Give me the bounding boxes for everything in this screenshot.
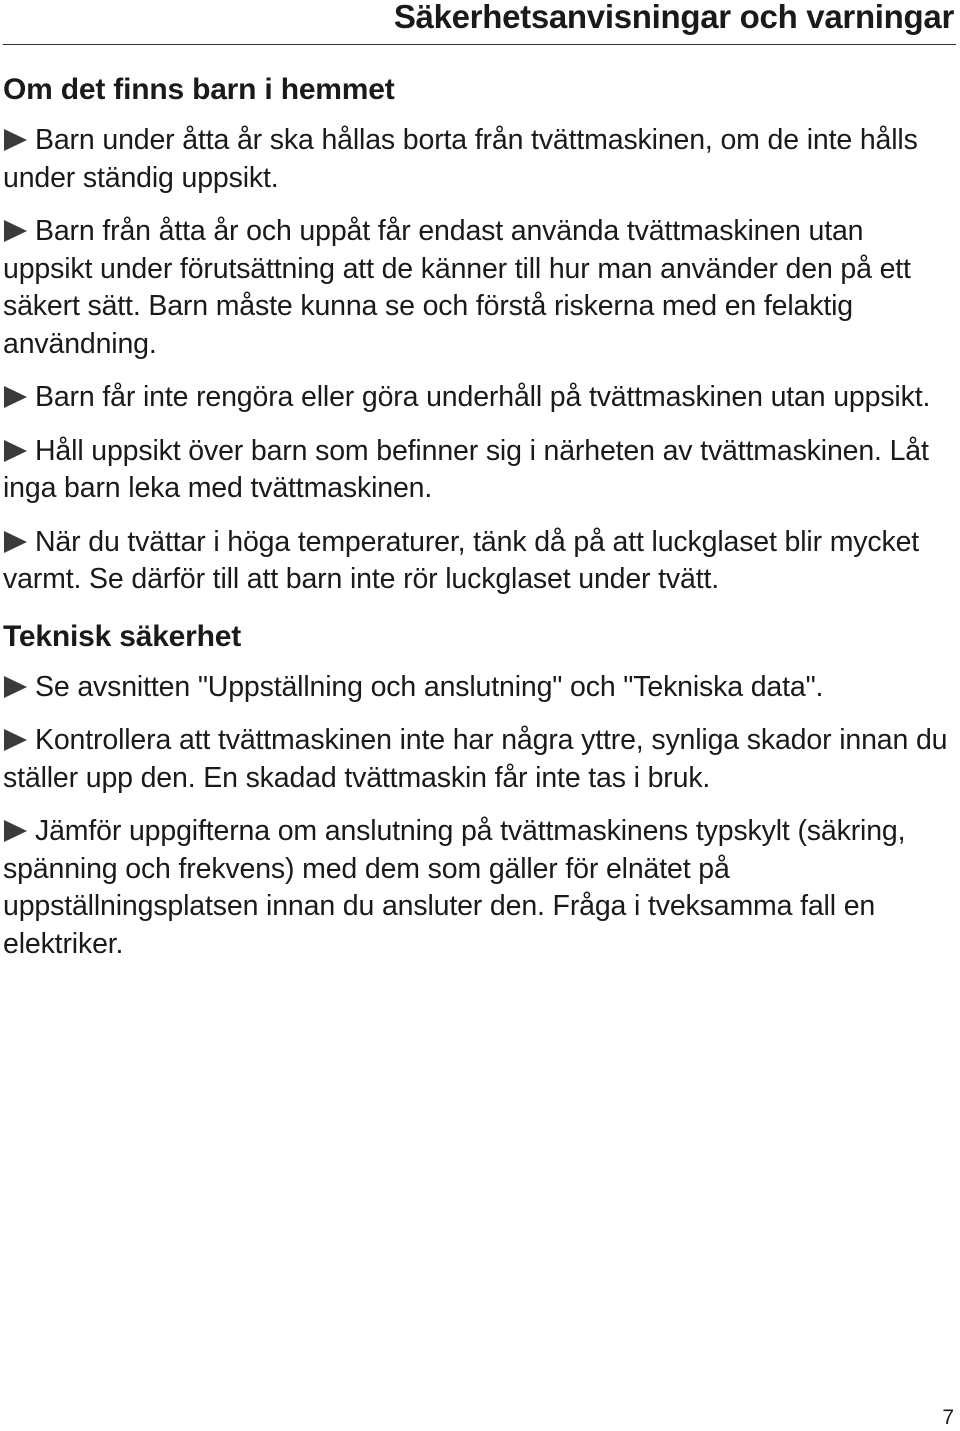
page-header [0,0,960,46]
triangle-arrow-icon [3,675,28,699]
list-item-text: Håll uppsikt över barn som befinner sig i närheten av tvättmaskinen. Låt inga barn leka med tvättmaskinen. [3,434,929,504]
section-heading: Teknisk säkerhet [3,619,242,653]
triangle-arrow-icon [3,728,28,752]
list-item-text: Kontrollera att tvättmaskinen inte har några yttre, synliga skador innan du ställer upp den. En skadad tvättmaskin får inte tas i bruk. [3,724,948,794]
list-item [3,122,953,197]
triangle-arrow-icon [3,819,28,843]
page-content [3,68,953,979]
section-technical-safety [3,615,953,964]
section-heading: Om det finns barn i hemmet [3,73,395,106]
list-item [3,433,953,508]
list-item [3,669,953,707]
list-item-text: Barn får inte rengöra eller göra underhåll på tvättmaskinen utan uppsikt. [35,381,931,413]
page-number: 7 [942,1406,954,1429]
list-item [3,379,953,417]
list-item [3,813,953,963]
section-children [3,68,953,599]
triangle-arrow-icon [3,219,28,243]
triangle-arrow-icon [3,439,28,463]
list-item-text: Jämför uppgifterna om anslutning på tvättmaskinens typskylt (säkring, spänning och frekvens) med dem som gäller för elnätet på uppställningsplatsen innan du ansluter den. Fråga i tveksamma fall en elektriker. [3,815,906,960]
triangle-arrow-icon [3,128,28,152]
triangle-arrow-icon [3,385,28,409]
list-item-text: Se avsnitten "Uppställning och anslutning" och "Tekniska data". [35,670,824,703]
header-divider [3,44,956,45]
triangle-arrow-icon [3,530,28,554]
list-item-text: När du tvättar i höga temperaturer, tänk då på att luckglaset blir mycket varmt. Se därför till att barn inte rör luckglaset under tvätt. [3,525,920,595]
list-item-text: Barn under åtta år ska hållas borta från tvättmaskinen, om de inte hålls under ständig uppsikt. [3,124,918,194]
page-header-title: Säkerhetsanvisningar och varningar [393,0,954,35]
list-item [3,722,953,797]
list-item-text: Barn från åtta år och uppåt får endast använda tvättmaskinen utan uppsikt under förutsättning att de känner till hur man använder den på ett säkert sätt. Barn måste kunna se och förstå riskerna med en felaktig användning. [3,215,911,360]
list-item [3,524,953,599]
list-item [3,213,953,363]
